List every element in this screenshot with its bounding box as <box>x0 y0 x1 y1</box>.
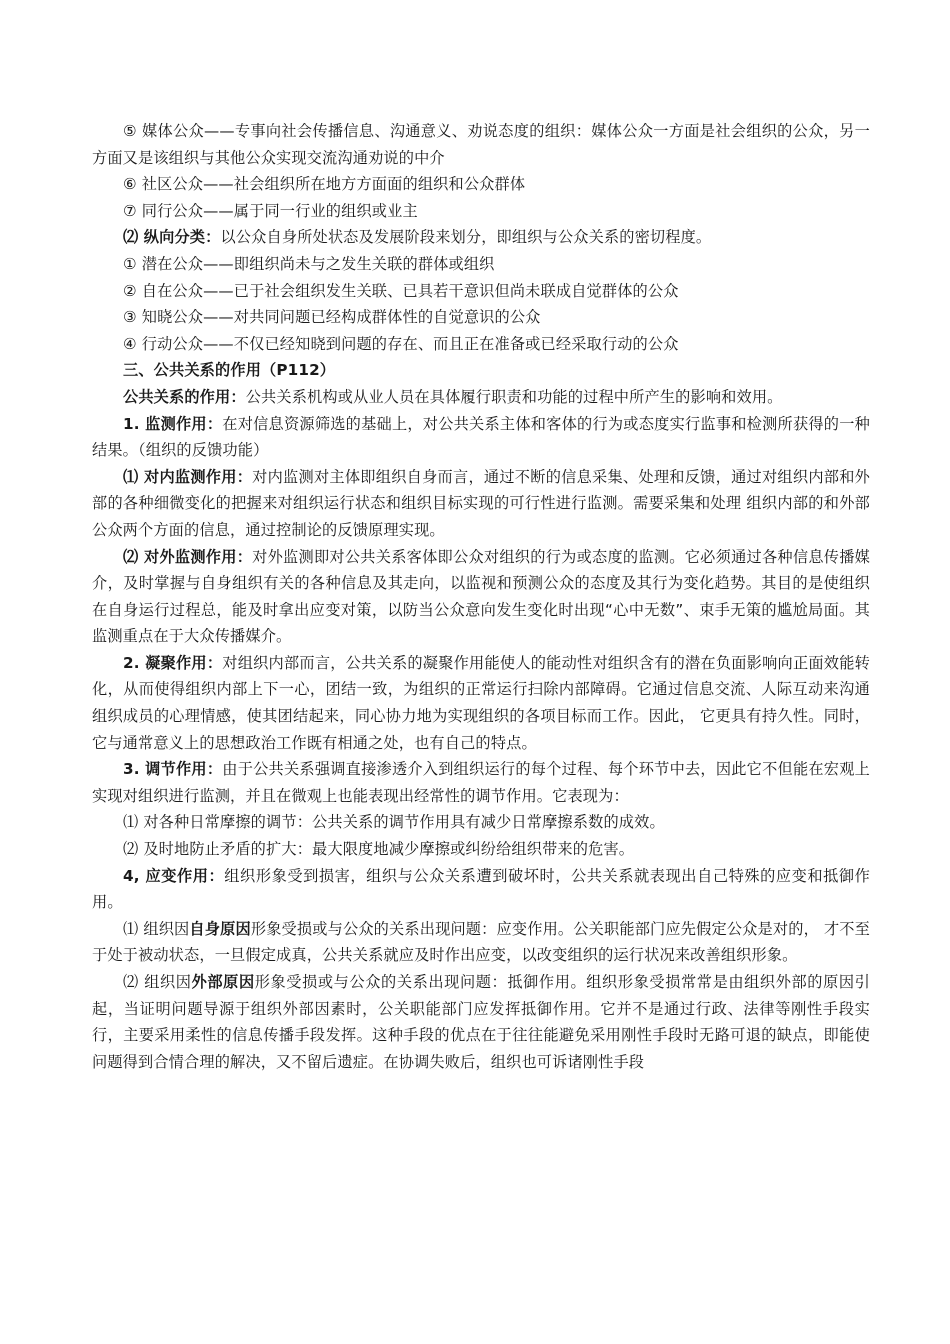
document-body <box>92 118 870 1075</box>
paragraph-text: 组织形象受到损害，组织与公众关系遭到破坏时，公共关系就表现出自己特殊的应变和抵御作用。 <box>92 866 870 912</box>
paragraph-heading: 4, 应变作用： <box>123 866 225 885</box>
paragraph-peer-public <box>92 198 870 225</box>
paragraph-heading: 3. 调节作用： <box>123 760 223 779</box>
paragraph-unaware-public <box>92 278 870 305</box>
paragraph-text: ① 潜在公众——即组织尚未与之发生关联的群体或组织 <box>123 254 495 273</box>
paragraph-media-public <box>92 118 870 171</box>
paragraph-emphasis: 外部原因 <box>191 973 255 991</box>
paragraph-internal-monitoring <box>92 464 870 544</box>
paragraph-regulation <box>92 756 870 809</box>
paragraph-community-public <box>92 171 870 198</box>
section-title: 三、公共关系的作用（P112） <box>123 361 336 380</box>
paragraph-text: 以公众自身所处状态及发展阶段来划分，即组织与公众关系的密切程度。 <box>220 228 712 247</box>
paragraph-external-cause <box>92 969 870 1075</box>
paragraph-text: ⑤ 媒体公众——专事向社会传播信息、沟通意义、劝说态度的组织：媒体公众一方面是社会组织的公众，另一方面又是该组织与其他公众实现交流沟通劝说的中介 <box>92 122 870 167</box>
paragraph-latent-public <box>92 251 870 278</box>
paragraph-heading: ⑵ 对外监测作用： <box>123 547 253 566</box>
paragraph-active-public <box>92 331 870 358</box>
paragraph-monitoring <box>92 411 870 464</box>
paragraph-text: 形象受损或与公众的关系出现问题：应变作用。公关职能部门应先假定公众是对的， 才不至于处于被动状态，一旦假定成真，公共关系就应及时作出应变，以改变组织的运行状况来改善组织形象。 <box>92 919 870 965</box>
paragraph-pr-function-definition <box>92 384 870 411</box>
paragraph-conflict-prevention <box>92 836 870 863</box>
paragraph-cohesion <box>92 650 870 756</box>
paragraph-text: ⑴ 组织因 <box>123 919 190 938</box>
paragraph-text: 对内监测对主体即组织自身而言，通过不断的信息采集、处理和反馈，通过对组织内部和外部的各种细微变化的把握来对组织运行状态和组织目标实现的可行性进行监测。需要采集和处理 组织内部的和外部公众两个方面的信息，通过控制论的反馈原理实现。 <box>92 467 871 539</box>
paragraph-text: ⑴ 对各种日常摩擦的调节：公共关系的调节作用具有减少日常摩擦系数的成效。 <box>123 813 665 832</box>
paragraph-external-monitoring <box>92 544 870 650</box>
paragraph-heading: ⑵ 纵向分类： <box>123 228 221 247</box>
paragraph-text: 形象受损或与公众的关系出现问题：抵御作用。组织形象受损常常是由组织外部的原因引起，当证明问题导源于组织外部因素时，公关职能部门应发挥抵御作用。它并不是通过行政、法律等刚性手段实行，主要采用柔性的信息传播手段发挥。这种手段的优点在于往往能避免采用刚性手段时无路可退的缺点，即能使问题得到合情合理的解决，又不留后遗症。在协调失败后，组织也可诉诸刚性手段 <box>92 973 870 1071</box>
paragraph-aware-public <box>92 304 870 331</box>
section-heading <box>92 357 870 384</box>
paragraph-text: ⑵ 及时地防止矛盾的扩大：最大限度地减少摩擦或纠纷给组织带来的危害。 <box>123 840 635 859</box>
paragraph-text: 由于公共关系强调直接渗透介入到组织运行的每个过程、每个环节中去，因此它不但能在宏观上实现对组织进行监测，并且在微观上也能表现出经常性的调节作用。它表现为： <box>92 760 870 805</box>
paragraph-vertical-classification <box>92 224 870 251</box>
paragraph-internal-cause <box>92 916 870 969</box>
paragraph-text: ③ 知晓公众——对共同问题已经构成群体性的自觉意识的公众 <box>123 308 541 327</box>
paragraph-friction-regulation <box>92 809 870 836</box>
paragraph-heading: 2. 凝聚作用： <box>123 653 223 672</box>
paragraph-emphasis: 自身原因 <box>189 919 251 938</box>
paragraph-heading: 1. 监测作用： <box>123 414 223 433</box>
paragraph-heading: ⑴ 对内监测作用： <box>123 467 253 486</box>
paragraph-text: 对外监测即对公共关系客体即公众对组织的行为或态度的监测。它必须通过各种信息传播媒介，及时掌握与自身组织有关的各种信息及其走向，以监视和预测公众的态度及其行为变化趋势。其目的是使组织在自身运行过程总，能及时拿出应变对策，以防当公众意向发生变化时出现“心中无数”、束手无策的尴尬局面。其监测重点在于大众传播媒介。 <box>92 547 871 646</box>
paragraph-text: ⑦ 同行公众——属于同一行业的组织或业主 <box>123 201 418 220</box>
paragraph-text: 对组织内部而言，公共关系的凝聚作用能使人的能动性对组织含有的潜在负面影响向正面效能转化，从而使得组织内部上下一心，团结一致，为组织的正常运行扫除内部障碍。它通过信息交流、人际互动来沟通组织成员的心理情感，使其团结起来，同心协力地为实现组织的各项目标而工作。因此， 它更具有持久性。同时，它与通常意义上的思想政治工作既有相通之处，也有自己的特点。 <box>92 653 870 752</box>
paragraph-text: ④ 行动公众——不仅已经知晓到问题的存在、而且正在准备或已经采取行动的公众 <box>123 334 679 353</box>
paragraph-text: ⑥ 社区公众——社会组织所在地方方面面的组织和公众群体 <box>123 175 526 194</box>
paragraph-text: 公共关系机构或从业人员在具体履行职责和功能的过程中所产生的影响和效用。 <box>245 387 783 406</box>
paragraph-text: ② 自在公众——已于社会组织发生关联、已具若干意识但尚未联成自觉群体的公众 <box>123 281 679 300</box>
paragraph-text: 在对信息资源筛选的基础上，对公共关系主体和客体的行为或态度实行监事和检测所获得的一种结果。（组织的反馈功能） <box>92 414 870 460</box>
paragraph-heading: 公共关系的作用： <box>123 387 246 406</box>
paragraph-response <box>92 863 870 916</box>
paragraph-text: ⑵ 组织因 <box>123 973 192 991</box>
